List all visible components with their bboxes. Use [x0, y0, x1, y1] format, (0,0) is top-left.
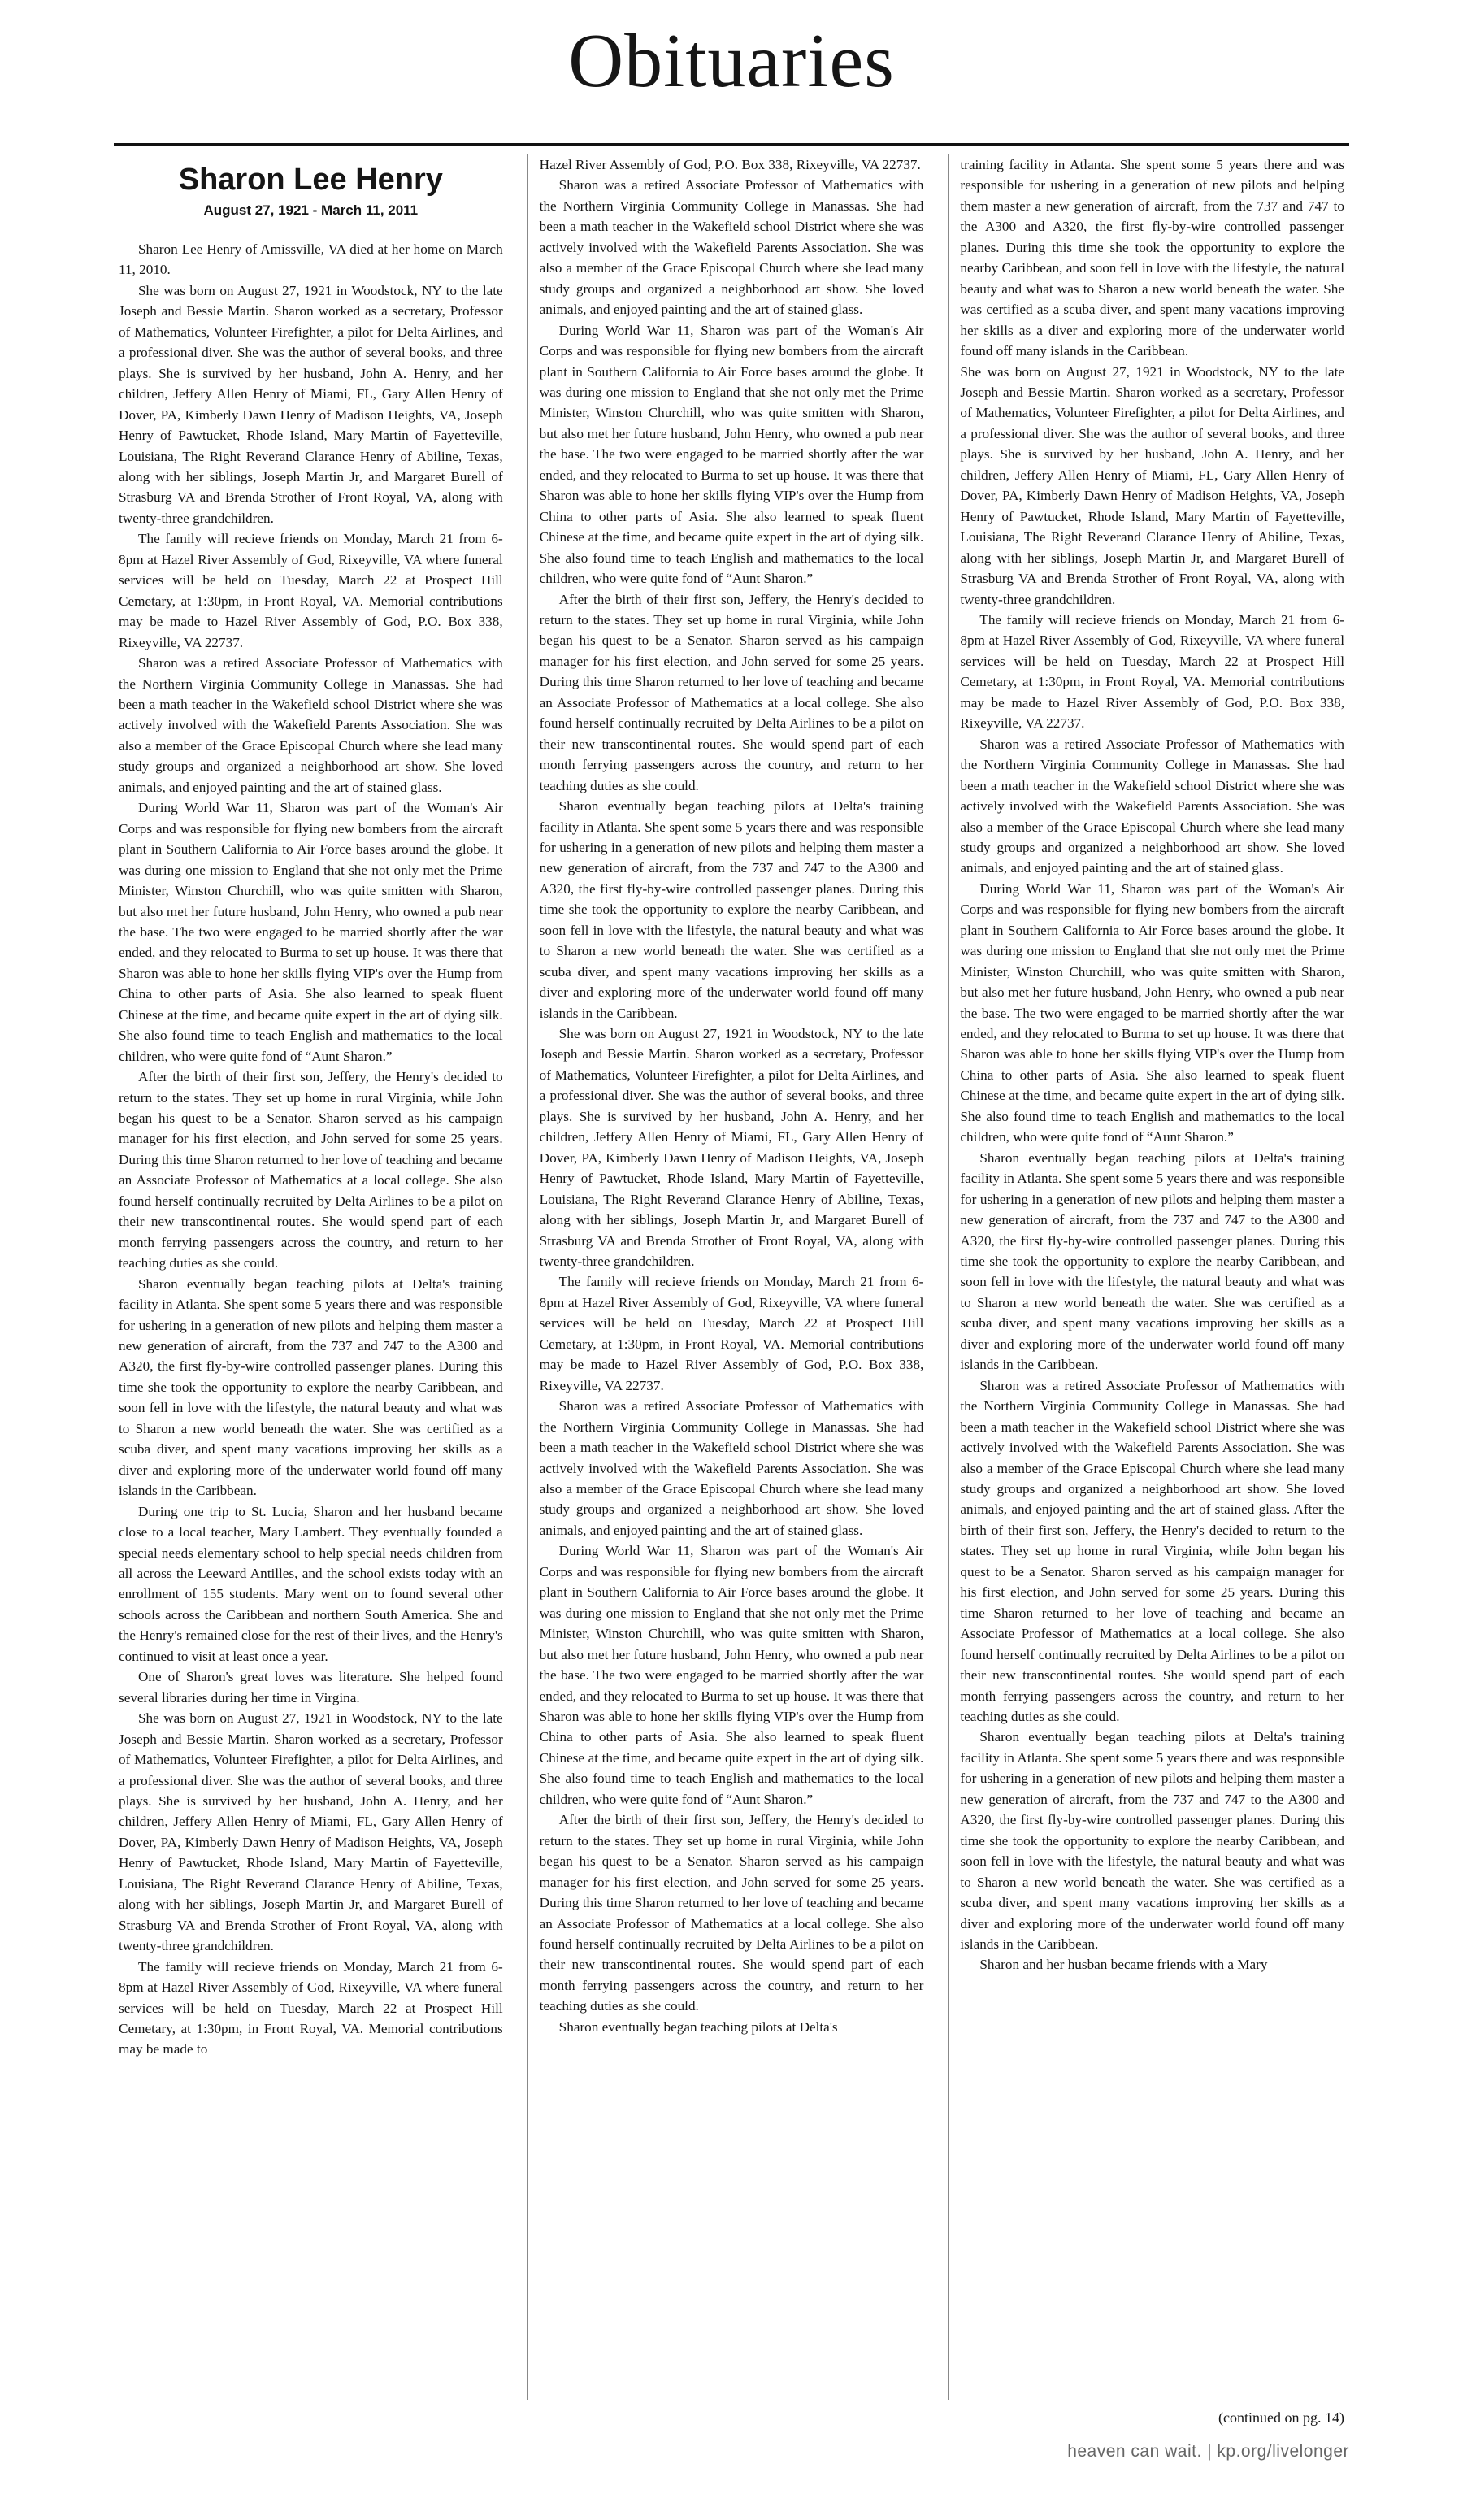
obituary-paragraph: Hazel River Assembly of God, P.O. Box 338, Rixeyville, VA 22737.	[539, 157, 921, 172]
obituary-paragraph: Sharon was a retired Associate Professor of Mathematics with the Northern Virginia Community College in Manassas. She had been a math teacher in the Wakefield school District where she was actively involved with the Wakefield Parents Association. She was also a member of the Grace Episcopal Church where she lead many study groups and organized a neighborhood art show. She loved animals, and enjoyed painting and the art of stained glass.	[960, 736, 1345, 876]
obituary-paragraph: She was born on August 27, 1921 in Woodstock, NY to the late Joseph and Bessie Martin. Sharon worked as a secretary, Professor of Mathematics, Volunteer Firefighter, a pilot for Delta Airlines, and a professional diver. She was the author of several books, and three plays. She is survived by her husband, John A. Henry, and her children, Jeffery Allen Henry of Miami, FL, Gary Allen Henry of Dover, PA, Kimberly Dawn Henry of Madison Heights, VA, Joseph Henry of Pawtucket, Rhode Island, Mary Martin of Fayetteville, Louisiana, The Right Reverand Clarance Henry of Abiline, Texas, along with her siblings, Joseph Martin Jr, and Margaret Burell of Strasburg VA and Brenda Strother of Front Royal, VA, along with twenty-three grandchildren.	[539, 1026, 924, 1270]
obituary-paragraph: The family will recieve friends on Monday, March 21 from 6-8pm at Hazel River Assembly of God, Rixeyville, VA where funeral services will be held on Tuesday, March 22 at Prospect Hill Cemetary, at 1:30pm, in Front Royal, VA. Memorial contributions may be made to Hazel River Assembly of God, P.O. Box 338, Rixeyville, VA 22737.	[119, 531, 503, 650]
obituary-paragraph: Sharon was a retired Associate Professor of Mathematics with the Northern Virginia Community College in Manassas. She had been a math teacher in the Wakefield school District where she was actively involved with the Wakefield Parents Association. She was also a member of the Grace Episcopal Church where she lead many study groups and organized a neighborhood art show. She loved animals, and enjoyed painting and the art of stained glass.	[119, 655, 503, 795]
obituary-dates: August 27, 1921 - March 11, 2011	[203, 202, 419, 218]
masthead-rule	[114, 143, 1349, 146]
obituary-columns	[114, 154, 1349, 2400]
obituary-paragraph: Sharon eventually began teaching pilots at Delta's training facility in Atlanta. She spent some 5 years there and was responsible for ushering in a generation of new pilots and helping them master a new generation of aircraft, from the 737 and 747 to the A300 and A320, the first fly-by-wire controlled passenger planes. During this time she took the opportunity to explore the nearby Caribbean, and soon fell in love with the lifestyle, the natural beauty and what was to Sharon a new world beneath the water. She was certified as a scuba diver, and spent many vacations improving her skills as a diver and exploring more of the underwater world found off many islands in the Caribbean.	[539, 798, 924, 1021]
obituary-paragraph: Sharon Lee Henry of Amissville, VA died at her home on March 11, 2010.	[119, 241, 503, 278]
obituary-paragraph: The family will recieve friends on Monday, March 21 from 6-8pm at Hazel River Assembly of God, Rixeyville, VA where funeral services will be held on Tuesday, March 22 at Prospect Hill Cemetary, at 1:30pm, in Front Royal, VA. Memorial contributions may be made to Hazel River Assembly of God, P.O. Box 338, Rixeyville, VA 22737.	[539, 1274, 924, 1393]
obituary-paragraph: The family will recieve friends on Monday, March 21 from 6-8pm at Hazel River Assembly of God, Rixeyville, VA where funeral services will be held on Tuesday, March 22 at Prospect Hill Cemetary, at 1:30pm, in Front Royal, VA. Memorial contributions may be made to Hazel River Assembly of God, P.O. Box 338, Rixeyville, VA 22737.	[960, 611, 1345, 732]
obituary-headline: Sharon Lee Henry	[178, 163, 443, 197]
obituary-paragraph: Sharon eventually began teaching pilots at Delta's training facility in Atlanta. She spent some 5 years there and was responsible for ushering in a generation of new pilots and helping them master a new generation of aircraft, from the 737 and 747 to the A300 and A320, the first fly-by-wire controlled passenger planes. During this time she took the opportunity to explore the nearby Caribbean, and soon fell in love with the lifestyle, the natural beauty and what was to Sharon a new world beneath the water. She was certified as a scuba diver, and spent many vacations improving her skills as a diver and exploring more of the underwater world found off many islands in the Caribbean.	[960, 1729, 1345, 1952]
obituary-paragraph: Sharon eventually began teaching pilots at Delta's	[558, 2018, 838, 2035]
footer-tagline: heaven can wait. | kp.org/livelonger	[1067, 2442, 1349, 2461]
obituary-paragraph: One of Sharon's great loves was literature. She helped found several libraries during her time in Virgina.	[119, 1669, 503, 1705]
obituary-paragraph: Sharon was a retired Associate Professor of Mathematics with the Northern Virginia Community College in Manassas. She had been a math teacher in the Wakefield school District where she was actively involved with the Wakefield Parents Association. She was also a member of the Grace Episcopal Church where she lead many study groups and organized a neighborhood art show. She loved animals, and enjoyed painting and the art of stained glass. After the birth of their first son, Jeffery, the Henry's decided to return to the states. They set up home in rural Virginia, while John began his quest to be a Senator. Sharon served as his campaign manager for his first election, and John served for some 25 years. During this time Sharon returned to her love of teaching and became an Associate Professor of Mathematics at a local college. She also found herself continually recruited by Delta Airlines to be a pilot on their new transcontinental routes. She would spend part of each month ferrying passengers across the country, and return to her teaching duties as she could.	[960, 1377, 1345, 1724]
column-1	[114, 154, 508, 2400]
continued-note: (continued on pg. 14)	[1218, 2409, 1344, 2426]
obituary-paragraph: training facility in Atlanta. She spent some 5 years there and was responsible for ushering in a generation of new pilots and helping them master a new generation of aircraft, from the 737 and 747 to the A300 and A320, the first fly-by-wire controlled passenger planes. During this time she took the opportunity to explore the nearby Caribbean, and soon fell in love with the lifestyle, the natural beauty and what was to Sharon a new world beneath the water. She was certified as a scuba diver, and spent many vacations improving her skills as a diver and exploring more of the underwater world found off many islands in the Caribbean.	[960, 157, 1345, 359]
obituary-paragraph: Sharon eventually began teaching pilots at Delta's training facility in Atlanta. She spent some 5 years there and was responsible for ushering in a generation of new pilots and helping them master a new generation of aircraft, from the 737 and 747 to the A300 and A320, the first fly-by-wire controlled passenger planes. During this time she took the opportunity to explore the nearby Caribbean, and soon fell in love with the lifestyle, the natural beauty and what was to Sharon a new world beneath the water. She was certified as a scuba diver, and spent many vacations improving her skills as a diver and exploring more of the underwater world found off many islands in the Caribbean.	[119, 1275, 503, 1499]
obituary-paragraph: During World War 11, Sharon was part of the Woman's Air Corps and was responsible for flying new bombers from the aircraft plant in Southern California to Air Force bases around the globe. It was during one mission to England that she not only met the Prime Minister, Winston Churchill, who was quite smitten with Sharon, but also met her future husband, John Henry, who owned a pub near the base. The two were engaged to be married shortly after the war ended, and they relocated to Burma to set up house. It was there that Sharon was able to hone her skills flying VIP's over the Hump from China to other parts of Asia. She also learned to speak fluent Chinese at the time, and became quite expert in the art of dying silk. She also found time to teach English and mathematics to the local children, who were quite fond of “Aunt Sharon.”	[539, 322, 924, 587]
masthead-title: Obituaries	[568, 19, 895, 103]
obituary-paragraph: Sharon and her husban became friends with a Mary	[979, 1957, 1268, 1973]
obituary-paragraph: After the birth of their first son, Jeffery, the Henry's decided to return to the states. They set up home in rural Virginia, while John began his quest to be a Senator. Sharon served as his campaign manager for his first election, and John served for some 25 years. During this time Sharon returned to her love of teaching and became an Associate Professor of Mathematics at a local college. She also found herself continually recruited by Delta Airlines to be a pilot on their new transcontinental routes. She would spend part of each month ferrying passengers across the country, and return to her teaching duties as she could.	[539, 591, 924, 793]
obituary-paragraph: The family will recieve friends on Monday, March 21 from 6-8pm at Hazel River Assembly of God, Rixeyville, VA where funeral services will be held on Tuesday, March 22 at Prospect Hill Cemetary, at 1:30pm, in Front Royal, VA. Memorial contributions may be made to	[119, 1958, 503, 2057]
obituary-paragraph: She was born on August 27, 1921 in Woodstock, NY to the late Joseph and Bessie Martin. Sharon worked as a secretary, Professor of Mathematics, Volunteer Firefighter, a pilot for Delta Airlines, and a professional diver. She was the author of several books, and three plays. She is survived by her husband, John A. Henry, and her children, Jeffery Allen Henry of Miami, FL, Gary Allen Henry of Dover, PA, Kimberly Dawn Henry of Madison Heights, VA, Joseph Henry of Pawtucket, Rhode Island, Mary Martin of Fayetteville, Louisiana, The Right Reverand Clarance Henry of Abiline, Texas, along with her siblings, Joseph Martin Jr, and Margaret Burell of Strasburg VA and Brenda Strother of Front Royal, VA, along with twenty-three grandchildren.	[119, 282, 503, 526]
obituary-paragraph: During World War 11, Sharon was part of the Woman's Air Corps and was responsible for flying new bombers from the aircraft plant in Southern California to Air Force bases around the globe. It was during one mission to England that she not only met the Prime Minister, Winston Churchill, who was quite smitten with Sharon, but also met her future husband, John Henry, who owned a pub near the base. The two were engaged to be married shortly after the war ended, and they relocated to Burma to set up house. It was there that Sharon was able to hone her skills flying VIP's over the Hump from China to other parts of Asia. She also learned to speak fluent Chinese at the time, and became quite expert in the art of dying silk. She also found time to teach English and mathematics to the local children, who were quite fond of “Aunt Sharon.”	[539, 1543, 924, 1807]
obituary-paragraph: After the birth of their first son, Jeffery, the Henry's decided to return to the states. They set up home in rural Virginia, while John began his quest to be a Senator. Sharon served as his campaign manager for his first election, and John served for some 25 years. During this time Sharon returned to her love of teaching and became an Associate Professor of Mathematics at a local college. She also found herself continually recruited by Delta Airlines to be a pilot on their new transcontinental routes. She would spend part of each month ferrying passengers across the country, and return to her teaching duties as she could.	[539, 1812, 924, 2014]
obituary-paragraph: Sharon was a retired Associate Professor of Mathematics with the Northern Virginia Community College in Manassas. She had been a math teacher in the Wakefield school District where she was actively involved with the Wakefield Parents Association. She was also a member of the Grace Episcopal Church where she lead many study groups and organized a neighborhood art show. She loved animals, and enjoyed painting and the art of stained glass.	[539, 1398, 924, 1538]
obituary-paragraph: After the birth of their first son, Jeffery, the Henry's decided to return to the states. They set up home in rural Virginia, while John began his quest to be a Senator. Sharon served as his campaign manager for his first election, and John served for some 25 years. During this time Sharon returned to her love of teaching and became an Associate Professor of Mathematics at a local college. She also found herself continually recruited by Delta Airlines to be a pilot on their new transcontinental routes. She would spend part of each month ferrying passengers across the country, and return to her teaching duties as she could.	[119, 1069, 503, 1271]
column-2	[527, 154, 929, 2400]
column-1-body	[119, 239, 503, 2060]
column-3-body	[960, 154, 1344, 1975]
obituary-paragraph: She was born on August 27, 1921 in Woodstock, NY to the late Joseph and Bessie Martin. Sharon worked as a secretary, Professor of Mathematics, Volunteer Firefighter, a pilot for Delta Airlines, and a professional diver. She was the author of several books, and three plays. She is survived by her husband, John A. Henry, and her children, Jeffery Allen Henry of Miami, FL, Gary Allen Henry of Dover, PA, Kimberly Dawn Henry of Madison Heights, VA, Joseph Henry of Pawtucket, Rhode Island, Mary Martin of Fayetteville, Louisiana, The Right Reverand Clarance Henry of Abiline, Texas, along with her siblings, Joseph Martin Jr, and Margaret Burell of Strasburg VA and Brenda Strother of Front Royal, VA, along with twenty-three grandchildren.	[960, 363, 1345, 607]
obituary-paragraph: Sharon was a retired Associate Professor of Mathematics with the Northern Virginia Community College in Manassas. She had been a math teacher in the Wakefield school District where she was actively involved with the Wakefield Parents Association. She was also a member of the Grace Episcopal Church where she lead many study groups and organized a neighborhood art show. She loved animals, and enjoyed painting and the art of stained glass.	[539, 177, 924, 318]
obituary-paragraph: Sharon eventually began teaching pilots at Delta's training facility in Atlanta. She spent some 5 years there and was responsible for ushering in a generation of new pilots and helping them master a new generation of aircraft, from the 737 and 747 to the A300 and A320, the first fly-by-wire controlled passenger planes. During this time she took the opportunity to explore the nearby Caribbean, and soon fell in love with the lifestyle, the natural beauty and what was to Sharon a new world beneath the water. She was certified as a scuba diver, and spent many vacations improving her skills as a diver and exploring more of the underwater world found off many islands in the Caribbean.	[960, 1149, 1345, 1373]
obituary-paragraph: During one trip to St. Lucia, Sharon and her husband became close to a local teacher, Mary Lambert. They eventually founded a special needs elementary school to help special needs children from all across the Leeward Antilles, and the school exists today with an enrollment of 155 students. Mary went on to found several other schools across the Caribbean and northern South America. She and the Henry's remained close for the rest of their lives, and the Henry's continued to visit at least once a year.	[119, 1503, 503, 1664]
obituary-paragraph: During World War 11, Sharon was part of the Woman's Air Corps and was responsible for flying new bombers from the aircraft plant in Southern California to Air Force bases around the globe. It was during one mission to England that she not only met the Prime Minister, Winston Churchill, who was quite smitten with Sharon, but also met her future husband, John Henry, who owned a pub near the base. The two were engaged to be married shortly after the war ended, and they relocated to Burma to set up house. It was there that Sharon was able to hone her skills flying VIP's over the Hump from China to other parts of Asia. She also learned to speak fluent Chinese at the time, and became quite expert in the art of dying silk. She also found time to teach English and mathematics to the local children, who were quite fond of “Aunt Sharon.”	[119, 800, 503, 1064]
obituary-paragraph: During World War 11, Sharon was part of the Woman's Air Corps and was responsible for flying new bombers from the aircraft plant in Southern California to Air Force bases around the globe. It was during one mission to England that she not only met the Prime Minister, Winston Churchill, who was quite smitten with Sharon, but also met her future husband, John Henry, who owned a pub near the base. The two were engaged to be married shortly after the war ended, and they relocated to Burma to set up house. It was there that Sharon was able to hone her skills flying VIP's over the Hump from China to other parts of Asia. She also learned to speak fluent Chinese at the time, and became quite expert in the art of dying silk. She also found time to teach English and mathematics to the local children, who were quite fond of “Aunt Sharon.”	[960, 880, 1345, 1145]
obituary-paragraph: She was born on August 27, 1921 in Woodstock, NY to the late Joseph and Bessie Martin. Sharon worked as a secretary, Professor of Mathematics, Volunteer Firefighter, a pilot for Delta Airlines, and a professional diver. She was the author of several books, and three plays. She is survived by her husband, John A. Henry, and her children, Jeffery Allen Henry of Miami, FL, Gary Allen Henry of Dover, PA, Kimberly Dawn Henry of Madison Heights, VA, Joseph Henry of Pawtucket, Rhode Island, Mary Martin of Fayetteville, Louisiana, The Right Reverand Clarance Henry of Abiline, Texas, along with her siblings, Joseph Martin Jr, and Margaret Burell of Strasburg VA and Brenda Strother of Front Royal, VA, along with twenty-three grandchildren.	[119, 1710, 503, 1954]
column-2-body	[540, 154, 924, 2037]
column-3	[948, 154, 1349, 2400]
